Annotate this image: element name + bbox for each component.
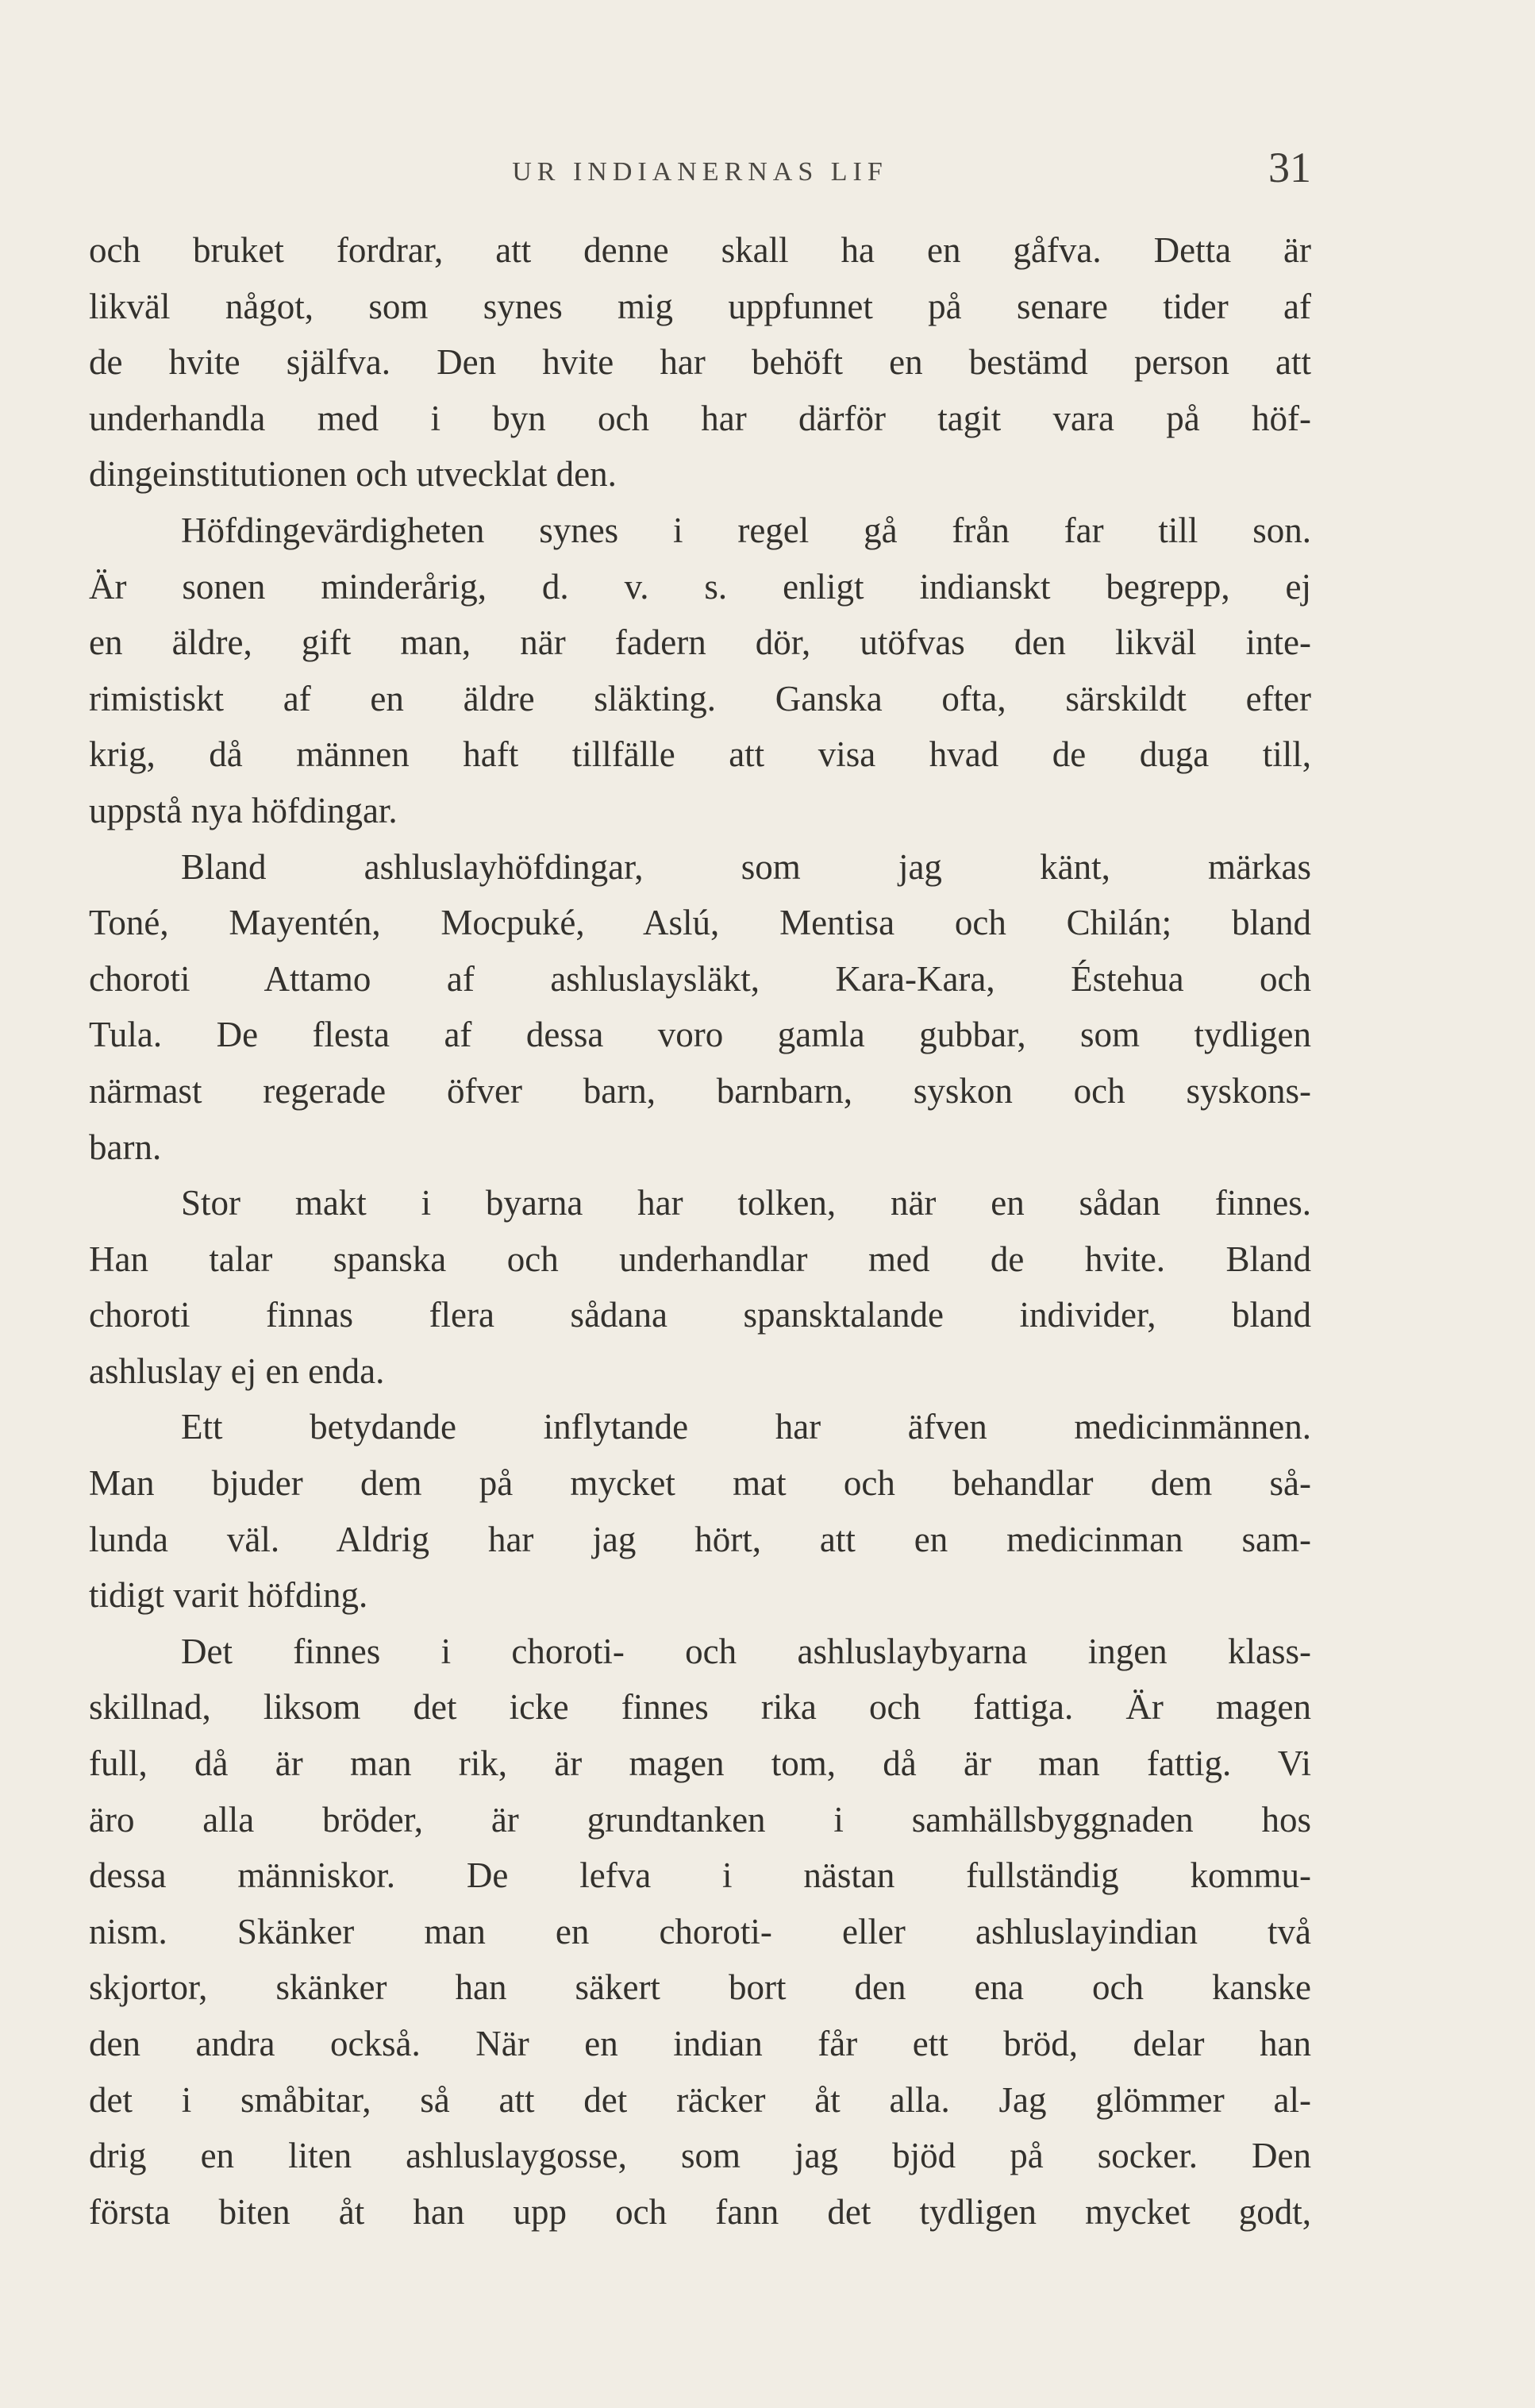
text-line: likväl något, som synes mig uppfunnet på senare tider af [89,286,1311,326]
text-line: choroti finnas flera sådana spansktalande individer, bland [89,1295,1311,1335]
text-line: Toné, Mayentén, Mocpuké, Aslú, Mentisa och Chilán; bland [89,903,1311,943]
text-line: tidigt varit höfding. [89,1575,368,1616]
text-line: Höfdingevärdigheten synes i regel gå från far till son. [181,510,1311,550]
text-line: uppstå nya höfdingar. [89,790,398,830]
text-line: första biten åt han upp och fann det tydligen mycket godt, [89,2191,1311,2232]
text-line: de hvite själfva. Den hvite har behöft en bestämd person att [89,342,1311,383]
text-line: skillnad, liksom det icke finnes rika och fattiga. Är magen [89,1687,1311,1728]
text-line: Ett betydande inflytande har äfven medicinmännen. [181,1407,1311,1447]
text-line: den andra också. När en indian får ett bröd, delar han [89,2024,1311,2063]
text-line: Det finnes i choroti- och ashluslaybyarna ingen klass- [181,1631,1311,1671]
text-line: full, då är man rik, är magen tom, då är man fattig. Vi [89,1743,1311,1784]
text-line: krig, då männen haft tillfälle att visa hvad de duga till, [89,734,1311,775]
text-line: Man bjuder dem på mycket mat och behandlar dem så- [89,1463,1311,1504]
body-text [89,222,1311,2240]
text-line: Han talar spanska och underhandlar med de hvite. Bland [89,1239,1311,1279]
text-line: choroti Attamo af ashluslaysläkt, Kara-Kara, Éstehua och [89,958,1311,999]
text-line: en äldre, gift man, när fadern dör, utöfvas den likväl inte- [89,622,1311,663]
text-line: dingeinstitutionen och utvecklat den. [89,454,617,495]
text-line: lunda väl. Aldrig har jag hört, att en medicinman sam- [89,1519,1311,1559]
text-line: det i småbitar, så att det räcker åt alla. Jag glömmer al- [89,2079,1311,2120]
page-number: 31 [1268,144,1311,191]
running-head [89,143,1311,198]
text-line: ashluslay ej en enda. [89,1350,385,1391]
text-line: äro alla bröder, är grundtanken i samhällsbyggnaden hos [89,1799,1311,1840]
text-line: nism. Skänker man en choroti- eller ashluslayindian två [89,1911,1311,1951]
text-line: Tula. De flesta af dessa voro gamla gubbar, som tydligen [89,1015,1311,1055]
text-line: Stor makt i byarna har tolken, när en sådan finnes. [181,1183,1311,1223]
text-line: Är sonen minderårig, d. v. s. enligt indianskt begrepp, ej [89,566,1311,607]
text-line: närmast regerade öfver barn, barnbarn, syskon och syskons- [89,1070,1311,1111]
running-title: UR INDIANERNAS LIF [512,157,888,187]
text-line: dessa människor. De lefva i nästan fullständig kommu- [89,1855,1311,1896]
text-line: och bruket fordrar, att denne skall ha en gåfva. Detta är [89,230,1311,270]
text-line: drig en liten ashluslaygosse, som jag bjöd på socker. Den [89,2136,1311,2176]
text-line: underhandla med i byn och har därför tagit vara på höf- [89,398,1311,438]
text-line: Bland ashluslayhöfdingar, som jag känt, märkas [181,846,1311,887]
text-line: skjortor, skänker han säkert bort den ena och kanske [89,1967,1311,2008]
text-line: rimistiskt af en äldre släkting. Ganska ofta, särskildt efter [89,678,1311,719]
text-line: barn. [89,1127,162,1167]
